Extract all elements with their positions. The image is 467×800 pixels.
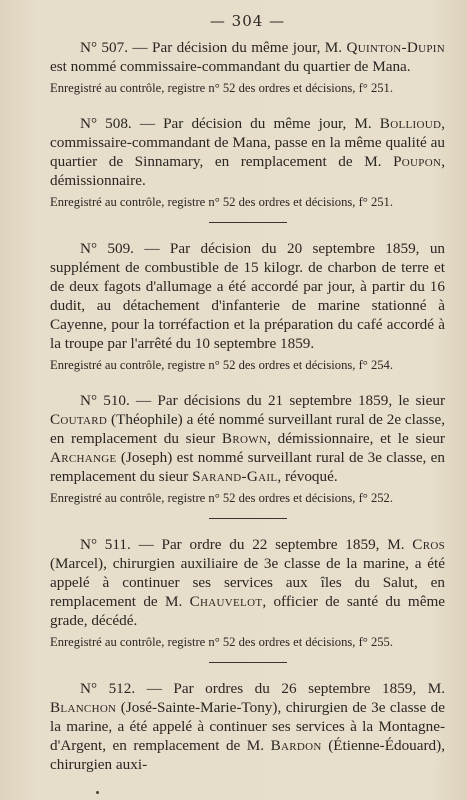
- entry-text-part: — Par ordres du 26 septembre 1859, M.: [146, 680, 446, 697]
- paper-speck: [96, 791, 99, 794]
- person-name: Brown: [221, 430, 268, 447]
- entry-number: N° 507.: [80, 39, 129, 56]
- person-name: Coutard: [50, 411, 108, 428]
- entry-text-part: — Par décision du 20 septembre 1859, un supplément de combustible de 15 kilogr. de charbon de terre et de deux fagots d'allumage a été accordé par jour, à partir du 16 dudit, au détachement d'infanterie de marine stationné à Cayenne, pour la torréfaction et la préparation du café accordé à la troupe par l'arrêté du 10 septembre 1859.: [50, 240, 446, 352]
- entry-text-part: est nommé commissaire-commandant du quartier de Mana.: [50, 58, 411, 75]
- registration-note: Enregistré au contrôle, registre n° 52 des ordres et décisions, f° 255.: [50, 635, 394, 649]
- entry-text-part: (Théophile) a été nommé surveillant rural de 2e classe, en remplacement du sieur: [50, 411, 445, 447]
- section-divider: [209, 662, 287, 663]
- person-name: Bollioud: [379, 115, 442, 132]
- entry-text-part: — Par décision du même jour, M.: [132, 39, 347, 56]
- person-name: Bardon: [270, 737, 322, 754]
- entry-text-part: (Joseph) est nommé surveillant rural de 3e classe, en remplacement du sieur: [50, 449, 445, 485]
- entry-text-part: — Par décision du même jour, M.: [139, 115, 380, 132]
- entry-507: [50, 38, 445, 96]
- entry-text: [50, 535, 445, 630]
- entry-text-part: (Marcel), chirurgien auxiliaire de 3e classe de la marine, a été appelé à continuer ses services aux îles du Salut, en remplacement de M.: [50, 555, 445, 610]
- entry-text: [50, 114, 445, 190]
- person-name: Sarand-Gail: [192, 468, 278, 485]
- spacer: [50, 373, 445, 391]
- entry-512: [50, 679, 445, 774]
- section-divider: [209, 518, 287, 519]
- entry-text-part: , commissaire-commandant de Mana, passe en la même qualité au quartier de Sinnamary, en remplacement de M.: [50, 115, 446, 170]
- entry-text-part: — Par ordre du 22 septembre 1859, M.: [138, 536, 413, 553]
- page-number: — 304 —: [209, 12, 286, 30]
- entry-508: [50, 114, 445, 210]
- entry-number: N° 510.: [80, 392, 130, 409]
- entry-number: N° 509.: [80, 240, 134, 257]
- person-name: Blanchon: [50, 699, 117, 716]
- entry-511: [50, 535, 445, 650]
- entry-text-part: , officier de santé du même grade, décédé.: [50, 593, 446, 629]
- entry-text: [50, 679, 445, 774]
- entry-text: [50, 38, 445, 76]
- registration-note: Enregistré au contrôle, registre n° 52 des ordres et décisions, f° 251.: [50, 195, 394, 209]
- entry-text-part: (Étienne-Édouard), chirurgien auxi-: [50, 737, 445, 773]
- entry-text: [50, 239, 445, 353]
- entry-509: [50, 239, 445, 373]
- entry-text: [50, 391, 445, 486]
- entry-number: N° 508.: [80, 115, 132, 132]
- section-divider: [209, 222, 287, 223]
- person-name: Poupon: [393, 153, 442, 170]
- entry-text-part: , révoqué.: [277, 468, 338, 485]
- person-name: Cros: [412, 536, 445, 553]
- person-name: Archange: [50, 449, 117, 466]
- entry-number: N° 512.: [80, 680, 136, 697]
- person-name: Quinton-Dupin: [346, 39, 446, 56]
- entry-number: N° 511.: [80, 536, 131, 553]
- entry-510: [50, 391, 445, 506]
- spacer: [50, 96, 445, 114]
- entry-text-part: (José-Sainte-Marie-Tony), chirurgien de 3e classe de la marine, a été appelé à continuer ses services à la Montagne-d'Argent, en remplacement de M.: [50, 699, 445, 754]
- registration-note: Enregistré au contrôle, registre n° 52 des ordres et décisions, f° 251.: [50, 81, 394, 95]
- entry-text-part: , démissionnaire.: [50, 153, 445, 189]
- person-name: Chauvelot: [189, 593, 263, 610]
- entry-text-part: — Par décisions du 21 septembre 1859, le sieur: [136, 392, 446, 409]
- registration-note: Enregistré au contrôle, registre n° 52 des ordres et décisions, f° 254.: [50, 358, 394, 372]
- entry-text-part: , démissionnaire, et le sieur: [267, 430, 445, 447]
- registration-note: Enregistré au contrôle, registre n° 52 des ordres et décisions, f° 252.: [50, 491, 394, 505]
